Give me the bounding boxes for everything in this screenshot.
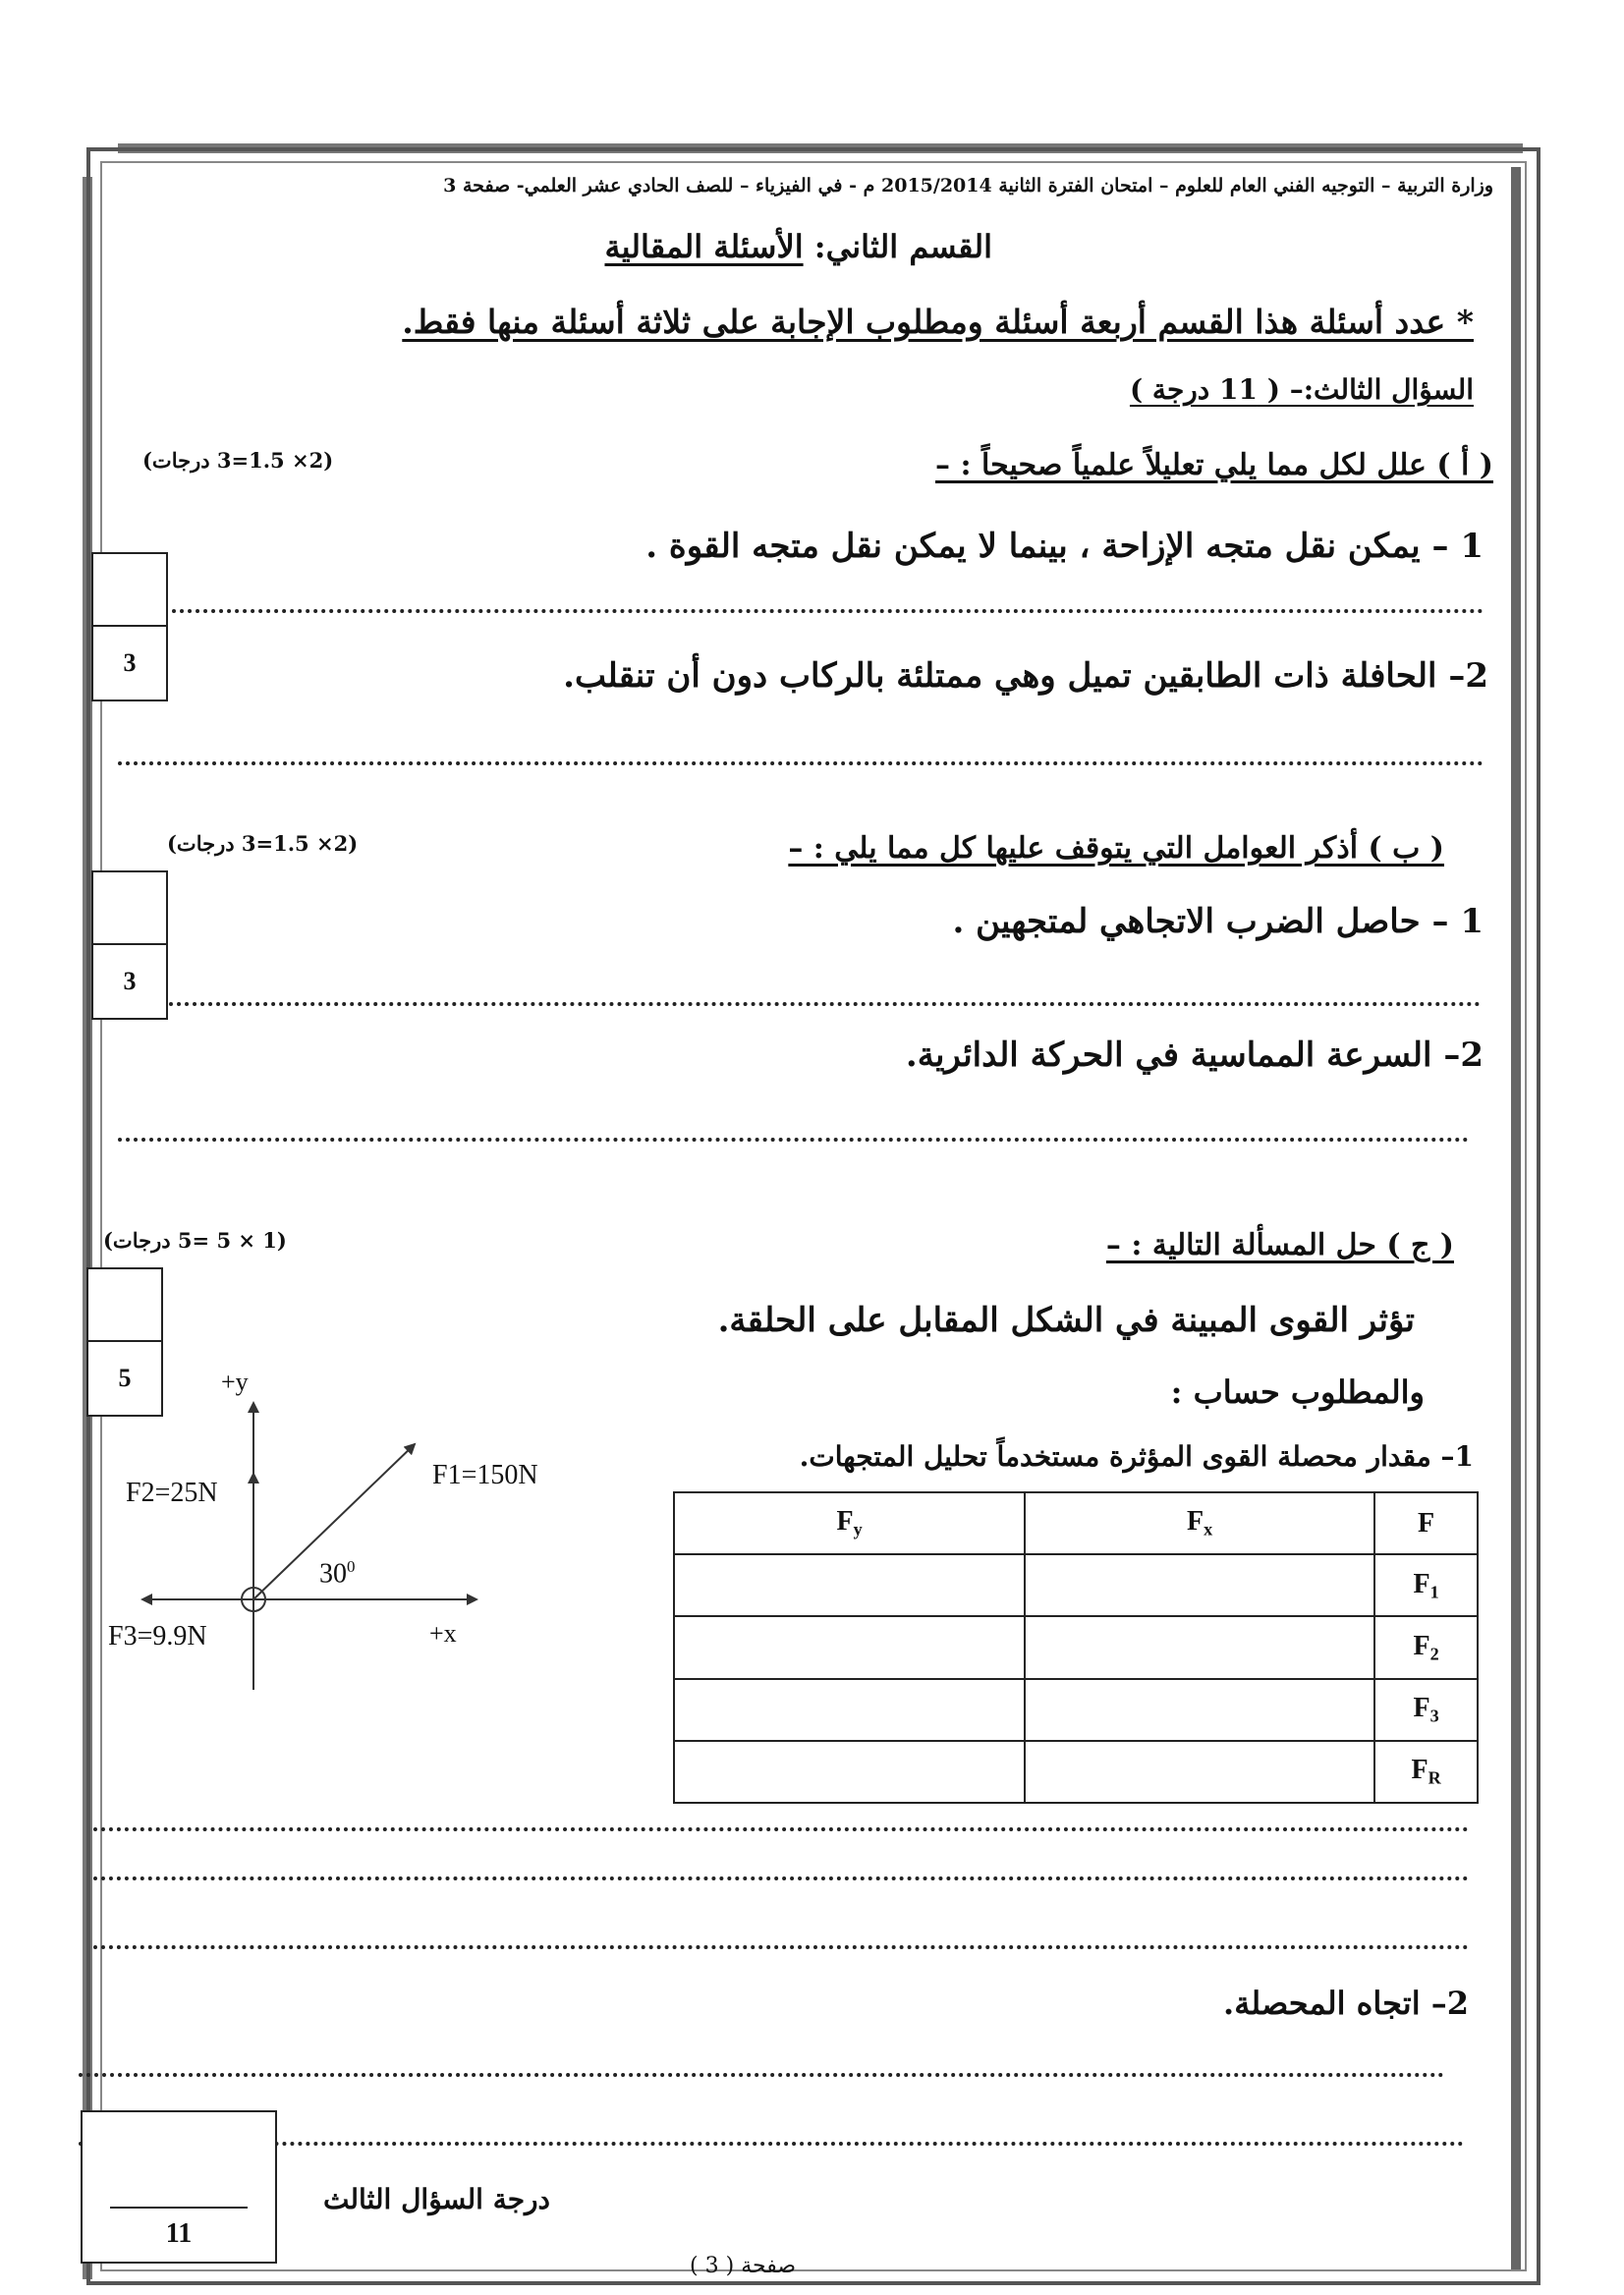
table-header-fx: $F_x$ bbox=[1025, 1492, 1374, 1554]
part-a-item-1: 1 – يمكن نقل متجه الإزاحة ، بينما لا يمكن نقل متجه القوة . bbox=[645, 527, 1484, 566]
table-cell-blank[interactable] bbox=[1025, 1616, 1374, 1678]
section-instruction: * عدد أسئلة هذا القسم أربعة أسئلة ومطلوب الإجابة على ثلاثة أسئلة منها فقط. bbox=[402, 303, 1474, 341]
question-total-label: درجة السؤال الثالث bbox=[323, 2183, 550, 2215]
angle-value: 30 bbox=[319, 1558, 347, 1590]
answer-line bbox=[93, 1827, 1469, 1831]
forces-table bbox=[673, 1491, 1479, 1804]
f1-label bbox=[432, 1460, 538, 1491]
subscript: y bbox=[853, 1519, 863, 1539]
table-row bbox=[674, 1616, 1478, 1678]
part-c-score: 5 bbox=[118, 1364, 132, 1392]
answer-line bbox=[172, 609, 1484, 613]
part-a-heading: ( أ ) علل لكل مما يلي تعليلاً علمياً صحيحاً : – bbox=[935, 448, 1493, 482]
row-label-f2: $F_2$ bbox=[1374, 1616, 1478, 1678]
part-b-marks: (2× 1.5=3 درجات) bbox=[167, 831, 359, 856]
part-a-score: 3 bbox=[123, 648, 137, 677]
f1-label-text: F1=150N bbox=[432, 1460, 538, 1490]
subscript: 1 bbox=[1429, 1582, 1439, 1601]
answer-line bbox=[118, 761, 1484, 765]
question-title: السؤال الثالث:– ( 11 درجة ) bbox=[1129, 373, 1474, 406]
force-diagram bbox=[98, 1356, 609, 1719]
subscript: 2 bbox=[1429, 1644, 1439, 1664]
section-title-main: الأسئلة المقالية bbox=[604, 228, 804, 265]
score-box-blank bbox=[93, 554, 166, 627]
table-header-fy: $F_y$ bbox=[674, 1492, 1025, 1554]
table-cell-blank[interactable] bbox=[1025, 1741, 1374, 1803]
part-c-heading: ( ج ) حل المسألة التالية : – bbox=[1105, 1228, 1454, 1262]
row-label-f3: $F_3$ bbox=[1374, 1679, 1478, 1741]
y-axis-label: +y bbox=[221, 1368, 249, 1396]
part-a-score-box bbox=[91, 552, 168, 701]
part-b-heading: ( ب ) أذكر العوامل التي يتوقف عليها كل مما يلي : – bbox=[788, 831, 1444, 866]
table-cell-blank[interactable] bbox=[674, 1554, 1025, 1616]
part-c-text: تؤثر القوى المبينة في الشكل المقابل على الحلقة. bbox=[717, 1301, 1415, 1340]
page-number: صفحة ( 3 ) bbox=[690, 2254, 796, 2278]
part-a-item-2: 2– الحافلة ذات الطابقين تميل وهي ممتلئة بالركاب دون أن تنقلب. bbox=[563, 656, 1488, 696]
part-a-marks: (2× 1.5=3 درجات) bbox=[142, 448, 334, 473]
f3-label bbox=[108, 1621, 207, 1652]
answer-line bbox=[169, 1002, 1481, 1006]
f3-label-text: F3=9.9N bbox=[108, 1621, 207, 1651]
score-box-blank bbox=[88, 1269, 161, 1342]
row-label-f1: $F_1$ bbox=[1374, 1554, 1478, 1616]
total-divider bbox=[110, 2207, 248, 2209]
question-total-box bbox=[81, 2110, 277, 2264]
subscript: x bbox=[1204, 1519, 1213, 1539]
angle-label bbox=[319, 1557, 356, 1590]
question-total: 11 bbox=[165, 2218, 193, 2249]
answer-line bbox=[93, 1945, 1469, 1949]
exam-header: وزارة التربية – التوجيه الفني العام للعلوم – امتحان الفترة الثانية 2015/2014 م - في الفيزياء – للصف الحادي عشر العلمي- صفحة 3 bbox=[443, 175, 1493, 196]
score-box-blank bbox=[93, 872, 166, 945]
f2-label bbox=[126, 1478, 218, 1509]
answer-line bbox=[93, 1876, 1469, 1880]
table-row bbox=[674, 1679, 1478, 1741]
table-cell-blank[interactable] bbox=[674, 1616, 1025, 1678]
angle-degree: 0 bbox=[347, 1557, 356, 1576]
part-b-item-2: 2– السرعة المماسية في الحركة الدائرية. bbox=[905, 1036, 1484, 1075]
table-row bbox=[674, 1741, 1478, 1803]
table-header-f: F bbox=[1374, 1492, 1478, 1554]
f2-label-text: F2=25N bbox=[126, 1478, 218, 1508]
answer-line bbox=[79, 2142, 1464, 2146]
part-b-score-box bbox=[91, 870, 168, 1020]
part-c-item-1: 1– مقدار محصلة القوى المؤثرة مستخدماً تحليل المتجهات. bbox=[799, 1440, 1474, 1473]
section-title-prefix: القسم الثاني: bbox=[813, 228, 992, 265]
row-label-fr: $F_R$ bbox=[1374, 1741, 1478, 1803]
answer-line bbox=[79, 2073, 1444, 2077]
table-header-row bbox=[674, 1492, 1478, 1554]
part-c-required: والمطلوب حساب : bbox=[1170, 1373, 1425, 1411]
table-cell-blank[interactable] bbox=[1025, 1554, 1374, 1616]
answer-line bbox=[118, 1138, 1469, 1142]
part-b-item-1: 1 – حاصل الضرب الاتجاهي لمتجهين . bbox=[952, 902, 1484, 941]
x-axis-label: +x bbox=[429, 1619, 457, 1648]
part-c-item-2: 2– اتجاه المحصلة. bbox=[1223, 1985, 1469, 2022]
table-cell-blank[interactable] bbox=[1025, 1679, 1374, 1741]
table-row bbox=[674, 1554, 1478, 1616]
table-cell-blank[interactable] bbox=[674, 1679, 1025, 1741]
table-cell-blank[interactable] bbox=[674, 1741, 1025, 1803]
section-title bbox=[550, 228, 992, 265]
part-b-score: 3 bbox=[123, 967, 137, 995]
part-c-marks: (1 × 5 =5 درجات) bbox=[103, 1228, 287, 1253]
subscript: R bbox=[1428, 1767, 1441, 1788]
subscript: 3 bbox=[1429, 1706, 1439, 1726]
